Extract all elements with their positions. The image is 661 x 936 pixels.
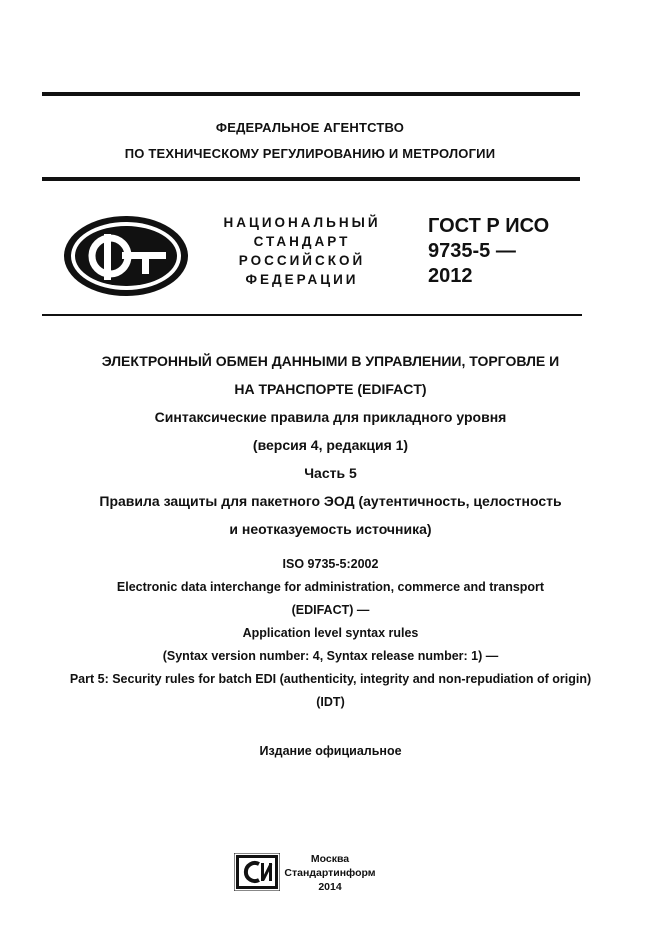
title-ru-line: НА ТРАНСПОРТЕ (EDIFACT) (234, 381, 427, 397)
title-en-line: Application level syntax rules (242, 626, 419, 640)
standard-type-line: РОССИЙСКОЙ (238, 253, 366, 268)
agency-line-1: ФЕДЕРАЛЬНОЕ АГЕНТСТВО (215, 120, 405, 135)
title-en-line: (Syntax version number: 4, Syntax release number: 1) — (162, 649, 499, 663)
title-rule (42, 314, 582, 316)
title-ru-line: Правила защиты для пакетного ЭОД (аутентичность, целостность (99, 493, 562, 509)
standartinform-logo-icon (234, 853, 280, 891)
title-ru (20, 347, 641, 543)
standard-number (428, 214, 549, 289)
title-ru-line: и неотказуемость источника) (229, 521, 432, 537)
agency-line-2: ПО ТЕХНИЧЕСКОМУ РЕГУЛИРОВАНИЮ И МЕТРОЛОГИИ (124, 146, 496, 161)
publisher-name: Стандартинформ (284, 867, 376, 879)
edition-label: Издание официальное (259, 744, 402, 758)
rst-certification-mark-icon (60, 212, 192, 300)
standard-type-line: НАЦИОНАЛЬНЫЙ (223, 215, 381, 230)
title-en-line: Electronic data interchange for administration, commerce and transport (116, 580, 545, 594)
publisher-year: 2014 (318, 881, 342, 893)
top-rule (42, 92, 580, 96)
publisher-info (284, 852, 376, 894)
title-en-line: ISO 9735-5:2002 (282, 557, 379, 571)
title-ru-line: (версия 4, редакция 1) (252, 437, 409, 453)
standard-type-line: СТАНДАРТ (253, 234, 351, 249)
title-ru-line: ЭЛЕКТРОННЫЙ ОБМЕН ДАННЫМИ В УПРАВЛЕНИИ, ТОРГОВЛЕ И (101, 353, 560, 369)
standard-type (212, 213, 392, 289)
title-en (20, 553, 641, 714)
standard-type-line: ФЕДЕРАЦИИ (245, 272, 359, 287)
header-rule (42, 177, 580, 181)
title-en-line: Part 5: Security rules for batch EDI (authenticity, integrity and non-repudiation of origin) (69, 672, 592, 686)
title-ru-line: Синтаксические правила для прикладного уровня (154, 409, 507, 425)
title-ru-line: Часть 5 (304, 465, 357, 481)
standard-number-line: 2012 (428, 265, 473, 287)
publisher-city: Москва (310, 853, 350, 865)
title-en-line: (IDT) (316, 695, 345, 709)
standard-number-line: 9735-5 — (428, 240, 516, 262)
title-en-line: (EDIFACT) — (291, 603, 370, 617)
standard-number-line: ГОСТ Р ИСО (428, 215, 550, 237)
